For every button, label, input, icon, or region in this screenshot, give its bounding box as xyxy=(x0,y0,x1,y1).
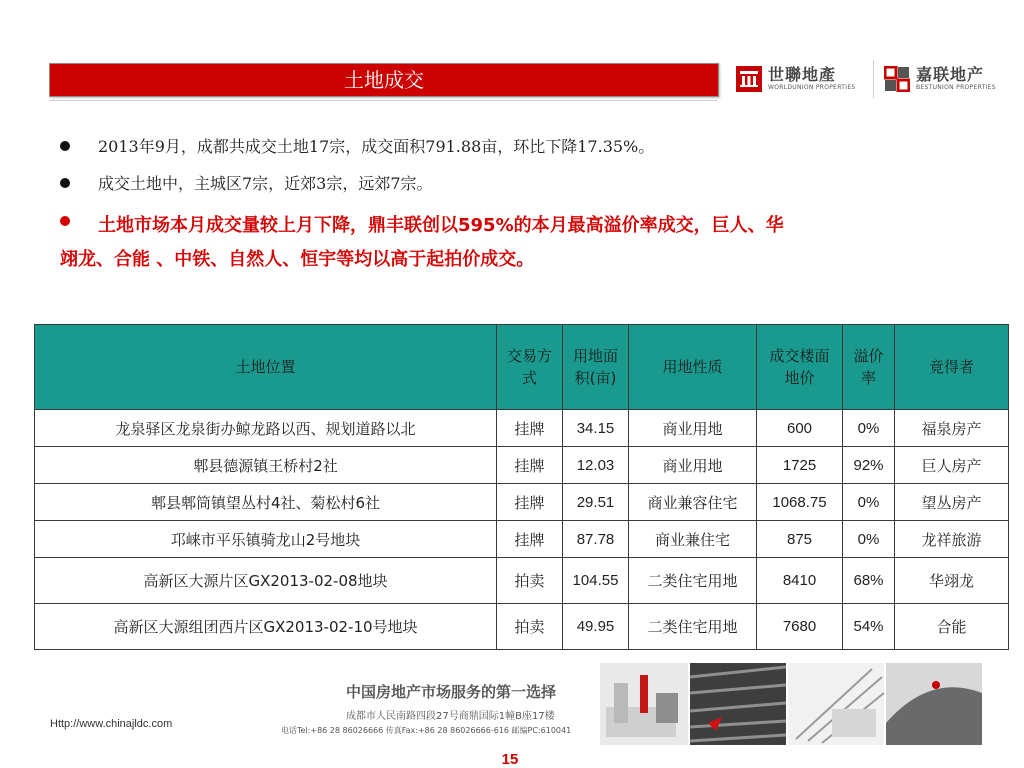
footer-url-link[interactable]: Http://www.chinajldc.com xyxy=(50,718,173,730)
header-usage: 用地性质 xyxy=(629,325,757,410)
table-row xyxy=(35,410,1009,447)
cell-area: 34.15 xyxy=(563,410,629,447)
table-row xyxy=(35,484,1009,521)
cell-method: 拍卖 xyxy=(497,558,563,604)
header-location: 土地位置 xyxy=(35,325,497,410)
cell-usage: 商业兼容住宅 xyxy=(629,484,757,521)
cell-price: 875 xyxy=(757,521,843,558)
photo-drawing-image xyxy=(788,663,884,745)
cell-usage: 商业用地 xyxy=(629,447,757,484)
footer-photo-strip xyxy=(600,663,982,745)
cell-area: 12.03 xyxy=(563,447,629,484)
cell-premium: 54% xyxy=(843,604,895,650)
cell-location: 郫县郫筒镇望丛村4社、菊松村6社 xyxy=(35,484,497,521)
table-row xyxy=(35,604,1009,650)
cell-location: 高新区大源片区GX2013-02-08地块 xyxy=(35,558,497,604)
bestunion-logo-en: BESTUNION PROPERTIES xyxy=(916,84,996,91)
bullet-highlight-line-1: 土地市场本月成交量较上月下降，鼎丰联创以595%的本月最高溢价率成交，巨人、华 xyxy=(98,215,784,236)
table-row xyxy=(35,447,1009,484)
cell-premium: 68% xyxy=(843,558,895,604)
summary-bullets xyxy=(60,135,960,277)
cell-usage: 二类住宅用地 xyxy=(629,604,757,650)
bestunion-mark-icon xyxy=(884,66,910,92)
cell-winner: 望丛房产 xyxy=(895,484,1009,521)
cell-winner: 巨人房产 xyxy=(895,447,1009,484)
header-method: 交易方 式 xyxy=(497,325,563,410)
table-row xyxy=(35,558,1009,604)
bullet-item-highlight xyxy=(60,209,960,277)
worldunion-logo-cn: 世聯地產 xyxy=(768,65,837,84)
cell-method: 挂牌 xyxy=(497,410,563,447)
page-number: 15 xyxy=(501,751,519,768)
cell-price: 8410 xyxy=(757,558,843,604)
cell-price: 600 xyxy=(757,410,843,447)
cell-location: 龙泉驿区龙泉街办鲸龙路以西、规划道路以北 xyxy=(35,410,497,447)
worldunion-logo xyxy=(736,62,866,96)
cell-area: 49.95 xyxy=(563,604,629,650)
cell-winner: 合能 xyxy=(895,604,1009,650)
cell-premium: 0% xyxy=(843,410,895,447)
footer-contact: 电话Tel:+86 28 86026666 传真Fax:+86 28 86026666-616 邮编PC:610041 xyxy=(281,726,572,735)
header-premium: 溢价 率 xyxy=(843,325,895,410)
cell-method: 挂牌 xyxy=(497,521,563,558)
cell-usage: 商业兼住宅 xyxy=(629,521,757,558)
cell-winner: 龙祥旅游 xyxy=(895,521,1009,558)
cell-winner: 福泉房产 xyxy=(895,410,1009,447)
bullet-dot-icon xyxy=(60,141,70,151)
cell-premium: 0% xyxy=(843,484,895,521)
logo-divider xyxy=(873,60,874,98)
worldunion-mark-icon xyxy=(736,66,762,92)
footer-address: 成都市人民南路四段27号商鼎国际1幢B座17楼 xyxy=(346,711,555,722)
table-header-row xyxy=(35,325,1009,410)
bullet-item xyxy=(60,135,960,159)
cell-premium: 0% xyxy=(843,521,895,558)
cell-premium: 92% xyxy=(843,447,895,484)
slide-title: 土地成交 xyxy=(49,63,719,97)
cell-location: 郫县德源镇王桥村2社 xyxy=(35,447,497,484)
cell-winner: 华翊龙 xyxy=(895,558,1009,604)
cell-usage: 商业用地 xyxy=(629,410,757,447)
photo-texture-image xyxy=(690,663,786,745)
cell-area: 104.55 xyxy=(563,558,629,604)
photo-desk-image xyxy=(600,663,688,745)
cell-usage: 二类住宅用地 xyxy=(629,558,757,604)
bullet-text: 2013年9月，成都共成交土地17宗，成交面积791.88亩，环比下降17.35%。 xyxy=(98,137,655,156)
header-price: 成交楼面 地价 xyxy=(757,325,843,410)
bestunion-logo-cn: 嘉联地产 xyxy=(916,65,985,84)
land-transaction-table xyxy=(34,324,1009,650)
bullet-item xyxy=(60,172,960,196)
footer-slogan: 中国房地产市场服务的第一选择 xyxy=(346,683,557,701)
cell-price: 1725 xyxy=(757,447,843,484)
bullet-highlight-line-2: 翊龙、合能 、中铁、自然人、恒宇等均以高于起拍价成交。 xyxy=(60,249,535,270)
header-divider xyxy=(49,100,717,101)
cell-method: 挂牌 xyxy=(497,484,563,521)
cell-location: 高新区大源组团西片区GX2013-02-10号地块 xyxy=(35,604,497,650)
cell-area: 29.51 xyxy=(563,484,629,521)
header-winner: 竟得者 xyxy=(895,325,1009,410)
bestunion-logo xyxy=(884,62,1009,96)
worldunion-logo-en: WORLDUNION PROPERTIES xyxy=(768,84,856,91)
bullet-dot-icon xyxy=(60,178,70,188)
cell-price: 1068.75 xyxy=(757,484,843,521)
header-area: 用地面 积(亩) xyxy=(563,325,629,410)
cell-method: 拍卖 xyxy=(497,604,563,650)
bullet-text: 成交土地中，主城区7宗，近郊3宗，远郊7宗。 xyxy=(98,174,433,193)
cell-method: 挂牌 xyxy=(497,447,563,484)
cell-price: 7680 xyxy=(757,604,843,650)
bullet-dot-icon xyxy=(60,216,70,226)
cell-area: 87.78 xyxy=(563,521,629,558)
photo-ladybug-image xyxy=(886,663,982,745)
table-row xyxy=(35,521,1009,558)
cell-location: 邛崃市平乐镇骑龙山2号地块 xyxy=(35,521,497,558)
